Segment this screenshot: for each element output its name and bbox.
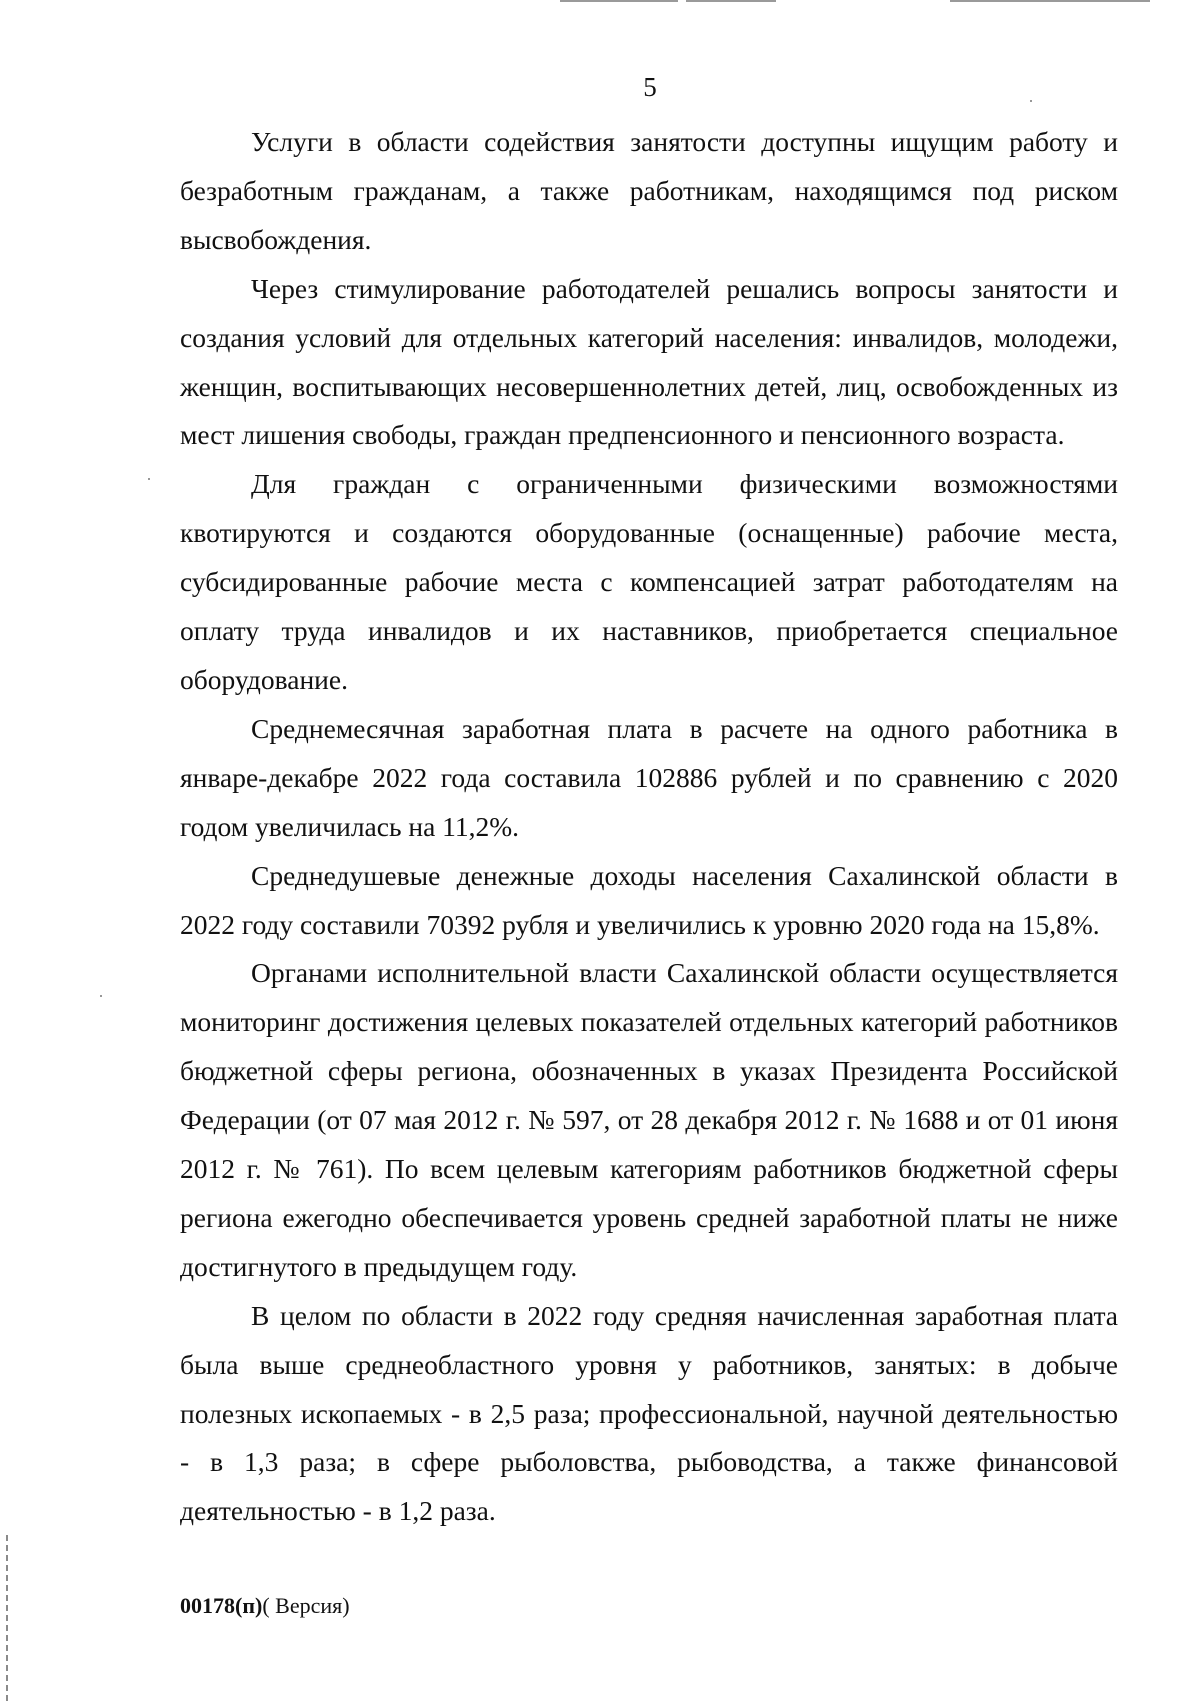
paragraph: Среднедушевые денежные доходы населения Сахалинской области в 2022 году составили 70392 рубля и увеличились к уровню 2020 года на 15,8%. [180, 859, 1118, 940]
scan-speck [100, 995, 102, 997]
document-version: ( Версия) [262, 1593, 350, 1618]
top-scan-rule [560, 0, 678, 2]
paragraph: Органами исполнительной власти Сахалинской области осуществляется мониторинг достижения целевых показателей отдельных категорий работников бюджетной сферы региона, обозначенных в указах Президента Российской Федерации (от 07 мая 2012 г. № 597, от 28 декабря 2012 г. № 1688 и от 01 июня 2012 г. № 761). По всем целевым категориям работников бюджетной сферы региона ежегодно обеспечивается уровень средней заработной платы не ниже достигнутого в предыдущем году. [180, 957, 1118, 1282]
document-footer [180, 1593, 350, 1619]
paragraph: Среднемесячная заработная плата в расчете на одного работника в январе-декабре 2022 года составила 102886 рублей и по сравнению с 2020 годом увеличилась на 11,2%. [180, 712, 1118, 842]
paragraph: Через стимулирование работодателей решались вопросы занятости и создания условий для отдельных категорий населения: инвалидов, молодежи, женщин, воспитывающих несовершеннолетних детей, лиц, освобожденных из мест лишения свободы, граждан предпенсионного и пенсионного возраста. [180, 272, 1118, 451]
top-scan-rule [950, 0, 1150, 2]
document-code: 00178(п) [180, 1593, 263, 1618]
scan-speck [148, 478, 150, 480]
scan-speck [1030, 100, 1032, 102]
page-number: 5 [643, 72, 657, 102]
paragraph: Для граждан с ограниченными физическими возможностями квотируются и создаются оборудованные (оснащенные) рабочие места, субсидированные рабочие места с компенсацией затрат работодателям на оплату труда инвалидов и их наставников, приобретается специальное оборудование. [180, 468, 1118, 695]
document-body [180, 118, 1118, 1536]
scan-edge-mark [6, 1535, 8, 1705]
paragraph: В целом по области в 2022 году средняя начисленная заработная плата была выше среднеобластного уровня у работников, занятых: в добыче полезных ископаемых - в 2,5 раза; профессиональной, научной деятельностью - в 1,3 раза; в сфере рыболовства, рыбоводства, а также финансовой деятельностью - в 1,2 раза. [180, 1299, 1118, 1527]
top-scan-rule [686, 0, 776, 2]
paragraph: Услуги в области содействия занятости доступны ищущим работу и безработным гражданам, а также работникам, находящимся под риском высвобождения. [180, 126, 1118, 255]
